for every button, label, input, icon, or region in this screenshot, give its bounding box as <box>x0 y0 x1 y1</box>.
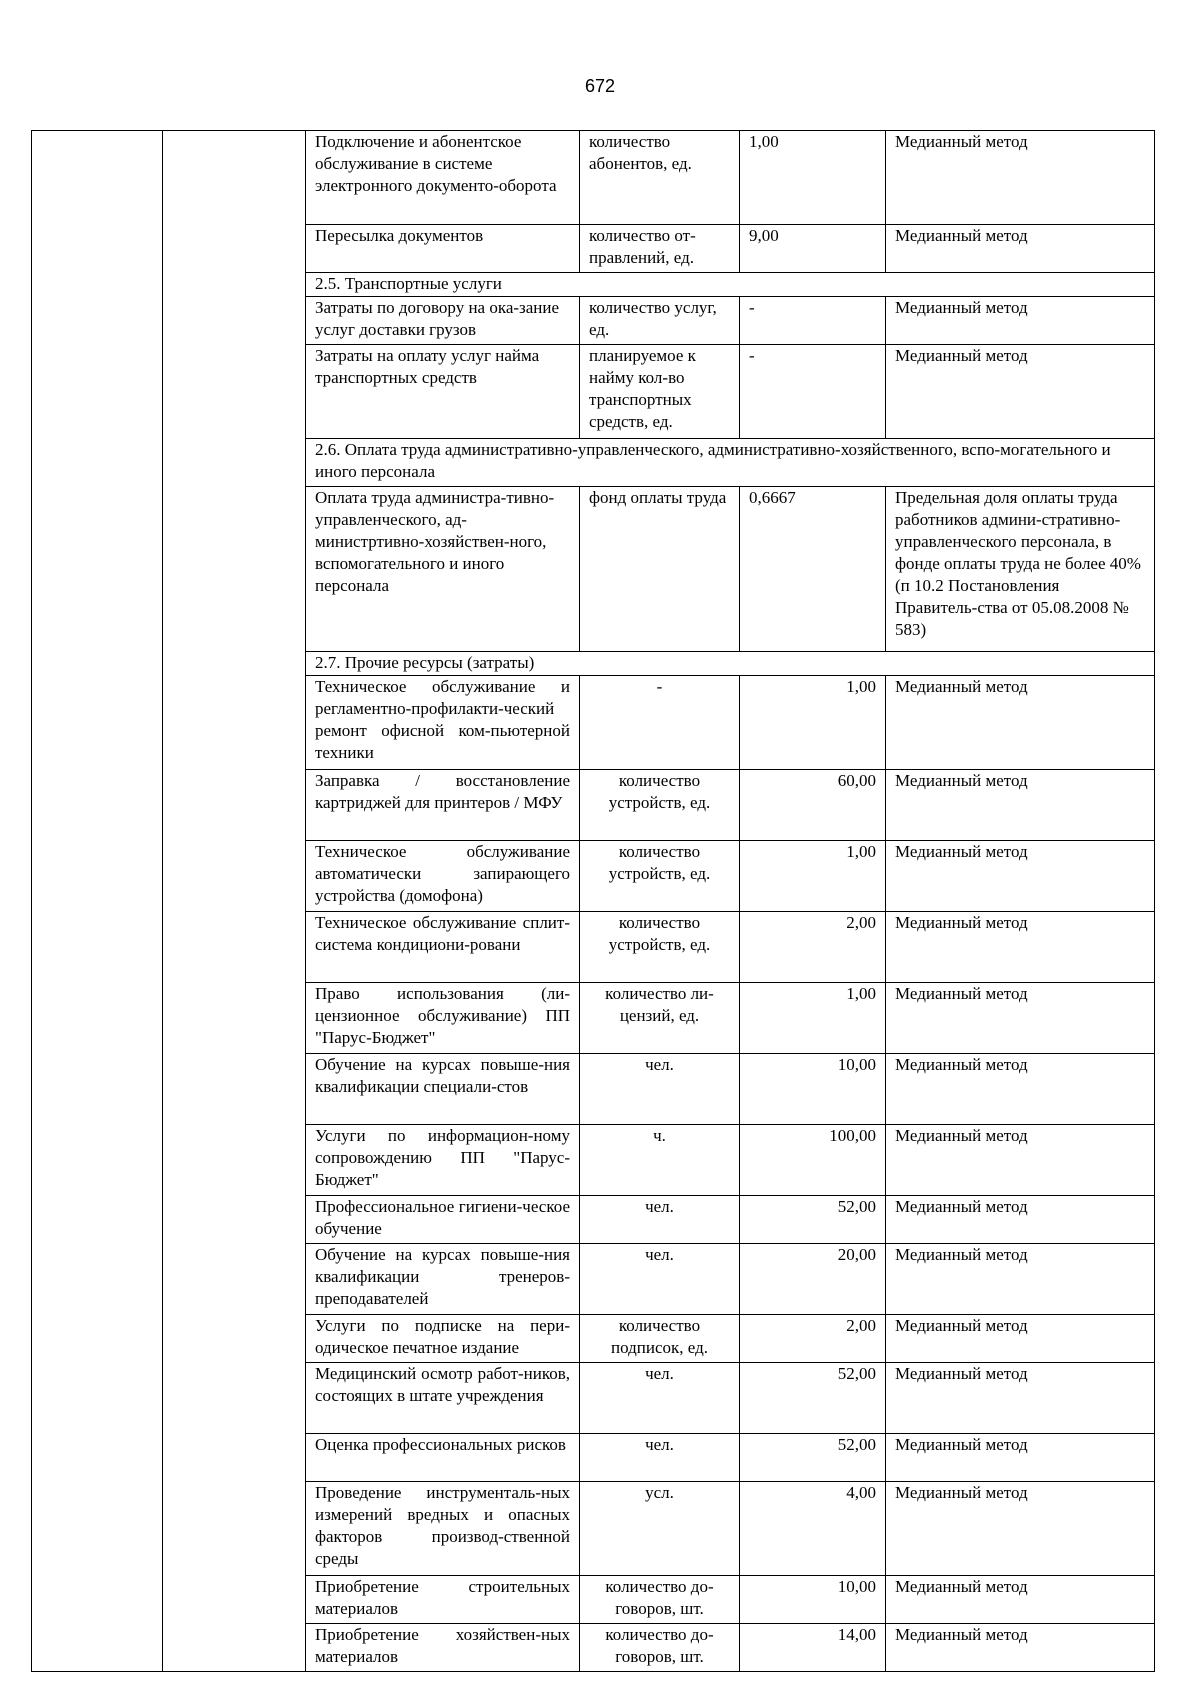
row-value: 52,00 <box>740 1363 886 1434</box>
row-value: 20,00 <box>740 1244 886 1315</box>
row-value: 0,6667 <box>740 487 886 652</box>
row-name: Техническое обслуживание сплит-система кондициони-ровани <box>306 912 580 983</box>
row-unit: чел. <box>580 1434 740 1482</box>
row-name: Техническое обслуживание автоматически запирающего устройства (домофона) <box>306 841 580 912</box>
row-method: Медианный метод <box>886 1125 1155 1196</box>
page-number: 672 <box>584 76 616 96</box>
row-method: Медианный метод <box>886 1054 1155 1125</box>
row-unit: количество от-правлений, ед. <box>580 225 740 273</box>
row-unit: чел. <box>580 1244 740 1315</box>
row-name: Приобретение хозяйствен-ных материалов <box>306 1624 580 1672</box>
row-unit: чел. <box>580 1054 740 1125</box>
row-method: Медианный метод <box>886 1482 1155 1576</box>
row-method: Медианный метод <box>886 1315 1155 1363</box>
row-method: Медианный метод <box>886 770 1155 841</box>
row-name: Профессиональное гигиени-ческое обучение <box>306 1196 580 1244</box>
row-name: Затраты по договору на ока-зание услуг доставки грузов <box>306 297 580 345</box>
row-unit: чел. <box>580 1196 740 1244</box>
row-value: 52,00 <box>740 1196 886 1244</box>
row-method: Медианный метод <box>886 983 1155 1054</box>
row-method: Предельная доля оплаты труда работников админи-стративно-управленческого персонала, в фонде оплаты труда не более 40% (п 10.2 Постановления Правитель-ства от 05.08.2008 № 583) <box>886 487 1155 652</box>
row-value: 10,00 <box>740 1054 886 1125</box>
row-unit: количество ли-цензий, ед. <box>580 983 740 1054</box>
section-heading: 2.5. Транспортные услуги <box>306 273 1155 297</box>
row-method: Медианный метод <box>886 1244 1155 1315</box>
row-unit: фонд оплаты труда <box>580 487 740 652</box>
row-unit: количество до-говоров, шт. <box>580 1624 740 1672</box>
row-method: Медианный метод <box>886 676 1155 770</box>
row-unit: планируемое к найму кол-во транспортных средств, ед. <box>580 345 740 439</box>
row-unit: количество абонентов, ед. <box>580 131 740 225</box>
row-method: Медианный метод <box>886 1363 1155 1434</box>
row-unit: ч. <box>580 1125 740 1196</box>
row-name: Право использования (ли-цензионное обслуживание) ПП "Парус-Бюджет" <box>306 983 580 1054</box>
row-name: Техническое обслуживание и регламентно-профилакти-ческий ремонт офисной ком-пьютерной техники <box>306 676 580 770</box>
row-name: Обучение на курсах повыше-ния квалификации специали-стов <box>306 1054 580 1125</box>
row-name: Приобретение строительных материалов <box>306 1576 580 1624</box>
row-name: Медицинский осмотр работ-ников, состоящих в штате учреждения <box>306 1363 580 1434</box>
row-name: Пересылка документов <box>306 225 580 273</box>
row-name: Оплата труда администра-тивно-управленческого, ад-министртивно-хозяйствен-ного, вспомогательного и иного персонала <box>306 487 580 652</box>
row-unit: количество подписок, ед. <box>580 1315 740 1363</box>
row-value: 2,00 <box>740 912 886 983</box>
row-value: 1,00 <box>740 676 886 770</box>
row-value: 1,00 <box>740 983 886 1054</box>
row-value: - <box>740 345 886 439</box>
row-name: Обучение на курсах повыше-ния квалификации тренеров-преподавателей <box>306 1244 580 1315</box>
row-unit: - <box>580 676 740 770</box>
row-value: 52,00 <box>740 1434 886 1482</box>
row-name: Услуги по информацион-ному сопровождению ПП "Парус-Бюджет" <box>306 1125 580 1196</box>
blank-column-1 <box>32 131 163 1672</box>
row-unit: количество услуг, ед. <box>580 297 740 345</box>
row-value: 9,00 <box>740 225 886 273</box>
row-method: Медианный метод <box>886 912 1155 983</box>
row-method: Медианный метод <box>886 841 1155 912</box>
row-unit: количество устройств, ед. <box>580 912 740 983</box>
row-value: 100,00 <box>740 1125 886 1196</box>
row-name: Услуги по подписке на пери-одическое печатное издание <box>306 1315 580 1363</box>
row-value: 60,00 <box>740 770 886 841</box>
row-method: Медианный метод <box>886 225 1155 273</box>
row-unit: количество устройств, ед. <box>580 841 740 912</box>
row-unit: количество до-говоров, шт. <box>580 1576 740 1624</box>
row-method: Медианный метод <box>886 131 1155 225</box>
row-method: Медианный метод <box>886 1434 1155 1482</box>
row-unit: количество устройств, ед. <box>580 770 740 841</box>
row-method: Медианный метод <box>886 297 1155 345</box>
row-method: Медианный метод <box>886 345 1155 439</box>
section-heading: 2.7. Прочие ресурсы (затраты) <box>306 652 1155 676</box>
row-method: Медианный метод <box>886 1196 1155 1244</box>
row-name: Затраты на оплату услуг найма транспортных средств <box>306 345 580 439</box>
row-name: Оценка профессиональных рисков <box>306 1434 580 1482</box>
section-heading: 2.6. Оплата труда административно-управленческого, административно-хозяйственного, вспо-могательного и иного персонала <box>306 439 1155 487</box>
row-value: - <box>740 297 886 345</box>
norms-table <box>31 130 1155 1672</box>
row-name: Подключение и абонентское обслуживание в системе электронного документо-оборота <box>306 131 580 225</box>
row-unit: чел. <box>580 1363 740 1434</box>
row-value: 4,00 <box>740 1482 886 1576</box>
row-name: Проведение инструменталь-ных измерений вредных и опасных факторов производ-ственной среды <box>306 1482 580 1576</box>
blank-column-2 <box>163 131 306 1672</box>
row-value: 1,00 <box>740 841 886 912</box>
row-value: 2,00 <box>740 1315 886 1363</box>
row-method: Медианный метод <box>886 1576 1155 1624</box>
table-row <box>32 131 1155 225</box>
row-value: 14,00 <box>740 1624 886 1672</box>
row-value: 10,00 <box>740 1576 886 1624</box>
row-value: 1,00 <box>740 131 886 225</box>
row-method: Медианный метод <box>886 1624 1155 1672</box>
row-unit: усл. <box>580 1482 740 1576</box>
row-name: Заправка / восстановление картриджей для принтеров / МФУ <box>306 770 580 841</box>
